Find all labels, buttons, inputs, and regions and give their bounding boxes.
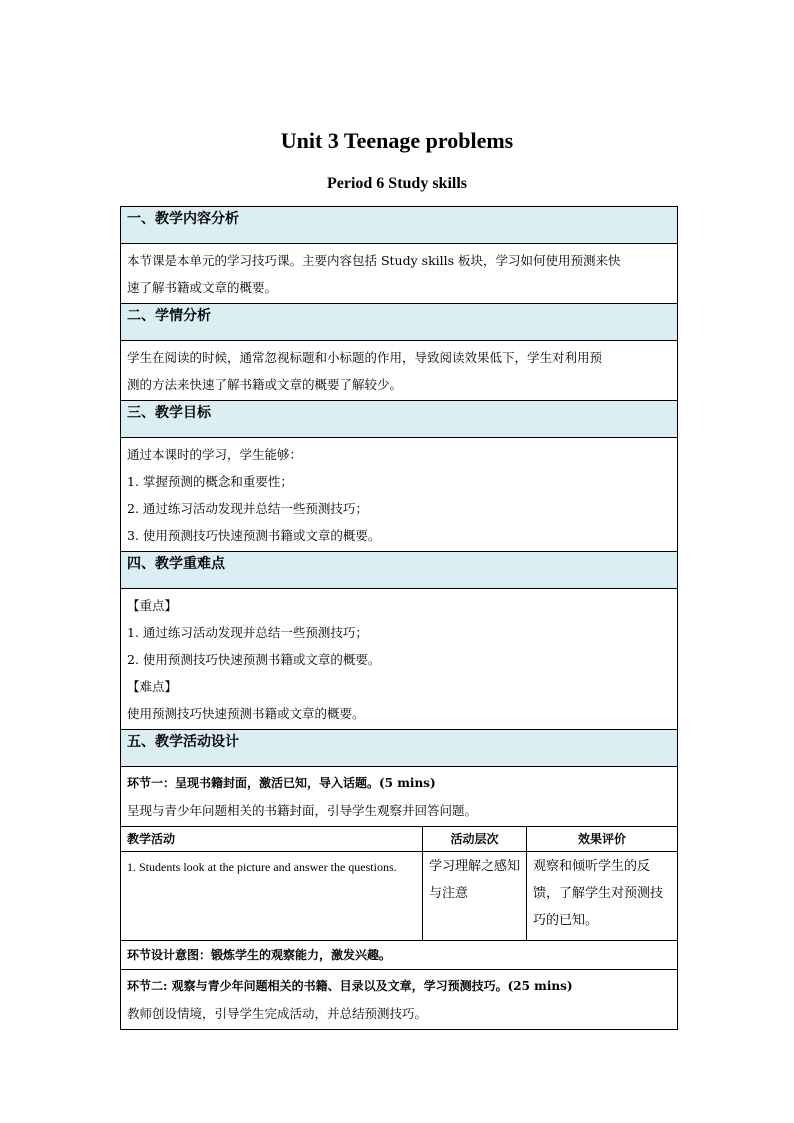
- column-header-level: 活动层次: [423, 827, 527, 852]
- step-two-description: 教师创设情境，引导学生完成活动，并总结预测技巧。: [127, 1006, 428, 1021]
- lesson-plan-table: [120, 206, 678, 1030]
- section-body-content-analysis: 本节课是本单元的学习技巧课。主要内容包括 Study skills 板块，学习如何使用预测来快 速了解书籍或文章的概要。: [121, 244, 678, 304]
- section-heading-activity-design: 五、教学活动设计: [121, 730, 678, 767]
- column-header-activity: 教学活动: [121, 827, 423, 852]
- design-intent: 环节设计意图：锻炼学生的观察能力，激发兴趣。: [121, 941, 678, 970]
- section-body-key-points: 【重点】 1. 通过练习活动发现并总结一些预测技巧； 2. 使用预测技巧快速预测书籍或文章的概要。 【难点】 使用预测技巧快速预测书籍或文章的概要。: [121, 589, 678, 730]
- step-two-block: [121, 970, 678, 1030]
- section-heading-student-analysis: 二、学情分析: [121, 304, 678, 341]
- step-one-block: [121, 767, 678, 827]
- step-one-title: 环节一：呈现书籍封面，激活已知，导入话题。(5 mins): [127, 776, 436, 790]
- section-body-objectives: 通过本课时的学习，学生能够： 1. 掌握预测的概念和重要性； 2. 通过练习活动发现并总结一些预测技巧； 3. 使用预测技巧快速预测书籍或文章的概要。: [121, 438, 678, 552]
- column-header-evaluation: 效果评价: [527, 827, 678, 852]
- evaluation-cell: 观察和倾听学生的反馈，了解学生对预测技巧的已知。: [527, 852, 678, 941]
- document-subtitle: Period 6 Study skills: [326, 175, 468, 192]
- section-heading-key-points: 四、教学重难点: [121, 552, 678, 589]
- activity-cell: 1. Students look at the picture and answer the questions.: [121, 852, 423, 941]
- document-title: Unit 3 Teenage problems: [280, 128, 514, 153]
- step-two-title: 环节二: 观察与青少年问题相关的书籍、目录以及文章，学习预测技巧。(25 mins): [127, 979, 573, 993]
- step-one-description: 呈现与青少年问题相关的书籍封面，引导学生观察并回答问题。: [127, 803, 478, 818]
- section-heading-content-analysis: 一、教学内容分析: [121, 207, 678, 244]
- section-body-student-analysis: 学生在阅读的时候，通常忽视标题和小标题的作用，导致阅读效果低下，学生对利用预 测的方法来快速了解书籍或文章的概要了解较少。: [121, 341, 678, 401]
- section-heading-objectives: 三、教学目标: [121, 401, 678, 438]
- level-cell: 学习理解之感知与注意: [423, 852, 527, 941]
